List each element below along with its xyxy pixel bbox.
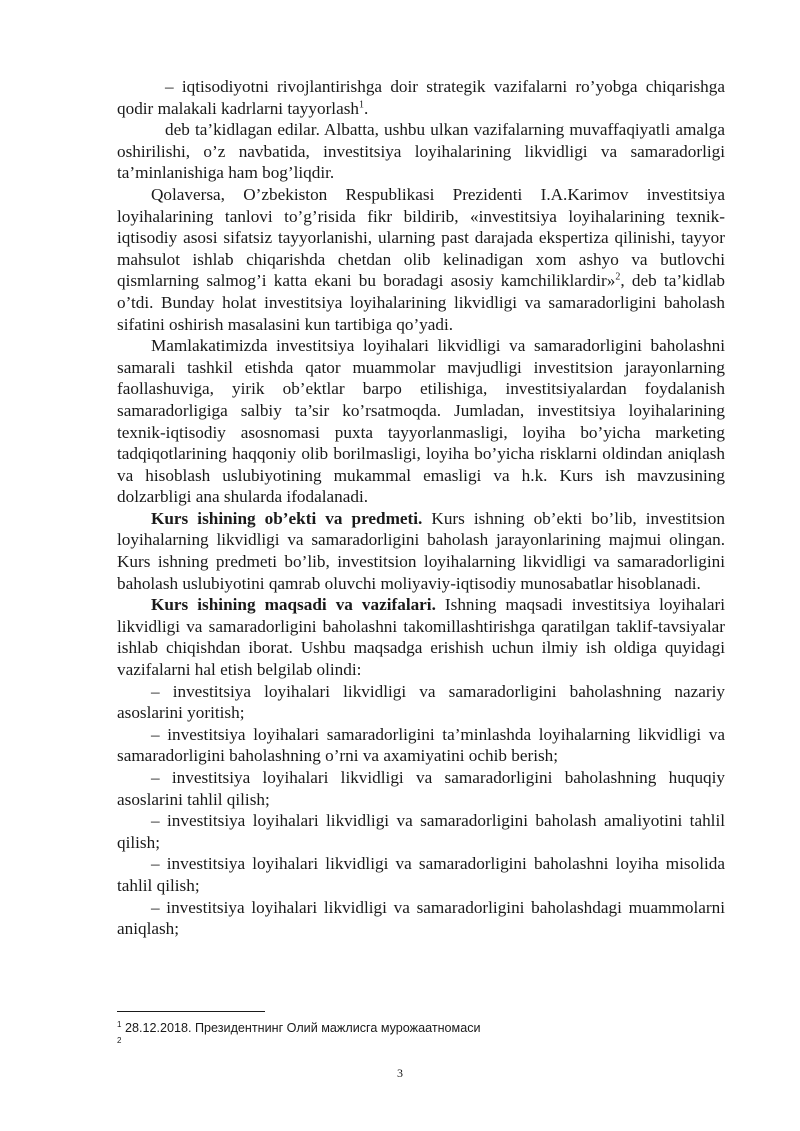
footnote-ref-1[interactable]: 1: [358, 98, 364, 110]
task-list-item: – investitsiya loyihalari likvidligi va samaradorligini baholash amaliyotini tahlil qilish;: [117, 811, 725, 852]
footnote-marker-1: 1: [117, 1019, 122, 1029]
paragraph-goals-tasks: Kurs ishining maqsadi va vazifalari. Ishning maqsadi investitsiya loyihalari likvidligi va samaradorligini baholashni takomillashtirishga qaratilgan taklif-tavsiyalar ishlab chiqishdan iborat. Ushbu maqsadga erishish uchun ilmiy ish oldiga quyidagi vazifalarni hal etish belgilab olindi:: [117, 595, 725, 680]
heading-object-subject: Kurs ishining ob’ekti va predmeti.: [151, 508, 423, 528]
task-list-item: – investitsiya loyihalari samaradorligini ta’minlashda loyihalarning likvidligi va samaradorligini baholashning o’rni va axamiyatini ochib berish;: [117, 724, 725, 766]
task-list-item: – investitsiya loyihalari likvidligi va samaradorligini baholashning huquqiy asoslarini tahlil qilish;: [117, 768, 725, 809]
heading-goals-tasks: Kurs ishining maqsadi va vazifalari.: [151, 595, 436, 615]
page-number: 3: [397, 1066, 403, 1080]
footnote-1-text: 28.12.2018. Президентнинг Олий мажлисга мурожаатномаси: [121, 1021, 481, 1035]
paragraph-relevance: Mamlakatimizda investitsiya loyihalari likvidligi va samaradorligini baholashni samarali tashkil etishda qator muammolar mavjudligi investitsion jarayonlarning faollashuviga, yirik ob’ektlar barpo etilishiga, investitsiyalardan foydalanish samaradorligiga salbiy ta’sir ko’rsatmoqda. Jumladan, investitsiya loyihalarining texnik-iqtisodiy asosnomasi puxta tayyorlanmasligi, loyiha bo’yicha marketing tadqiqotlarining haqqoniy olib borilmasligi, loyiha bo’yicha risklarni oldindan aniqlash va hisoblash uslubiyotining mukammal emasligi va h.k. Kurs ish mavzusining dolzarbligi ana shularda ifodalanadi.: [117, 336, 725, 507]
footnote-separator: [117, 1011, 265, 1012]
task-list-item: – investitsiya loyihalari likvidligi va samaradorligini baholashning nazariy asoslarini yoritish;: [117, 681, 725, 723]
paragraph-intro-dash: – iqtisodiyotni rivojlantirishga doir strategik vazifalarni ro’yobga chiqarishga qodir malakali kadrlarni tayyorlash$^1$.: [117, 77, 725, 118]
task-list-item: – investitsiya loyihalari likvidligi va samaradorligini baholashdagi muammolarni aniqlash;: [117, 897, 725, 939]
footnote-marker-2: 2: [117, 1036, 122, 1045]
task-list-item: – investitsiya loyihalari likvidligi va samaradorligini baholashni loyiha misolida tahlil qilish;: [117, 854, 725, 895]
body-text: [117, 76, 725, 940]
paragraph-president-quote: Qolaversa, O’zbekiston Respublikasi Prezidenti I.A.Karimov investitsiya loyihalarining tanlovi to’g’risida fikr bildirib, «investitsiya loyihalarining texnik-iqtisodiy asosi sifatsiz tayyorlanishi, ularning past darajada ekspertiza qilinishi, tayyor mahsulot ishlab chiqarishda chetdan olib kelinadigan xom ashyo va butlovchi qismlarning salmog’i katta ekani bu boradagi asosiy kamchiliklardir»$^2$, deb ta’kidlab o’tdi. Bunday holat investitsiya loyihalarining likvidligi va samaradorligini baholash sifatini oshirish masalasini kun tartibiga qo’yadi.: [117, 184, 726, 334]
paragraph-quote-end: deb ta’kidlagan edilar. Albatta, ushbu ulkan vazifalarning muvaffaqiyatli amalga oshirilishi, o’z navbatida, investitsiya loyihalarining likvidligi va samaradorligi ta’minlanishiga ham bog’liqdir.: [117, 120, 725, 183]
footnote-1: [117, 1020, 725, 1037]
paragraph-object-subject: Kurs ishining ob’ekti va predmeti. Kurs ishning ob’ekti bo’lib, investitsion loyihalarning likvidligi va samaradorligini baholash jarayonlarining majmui olingan. Kurs ishning predmeti bo’lib, investitsion loyihalarning likvidligi va samaradorligini baholash uslubiyotini qamrab oluvchi moliyaviy-iqtisodiy munosabatlar hisoblanadi.: [117, 508, 725, 593]
footnote-ref-2[interactable]: 2: [615, 271, 621, 283]
